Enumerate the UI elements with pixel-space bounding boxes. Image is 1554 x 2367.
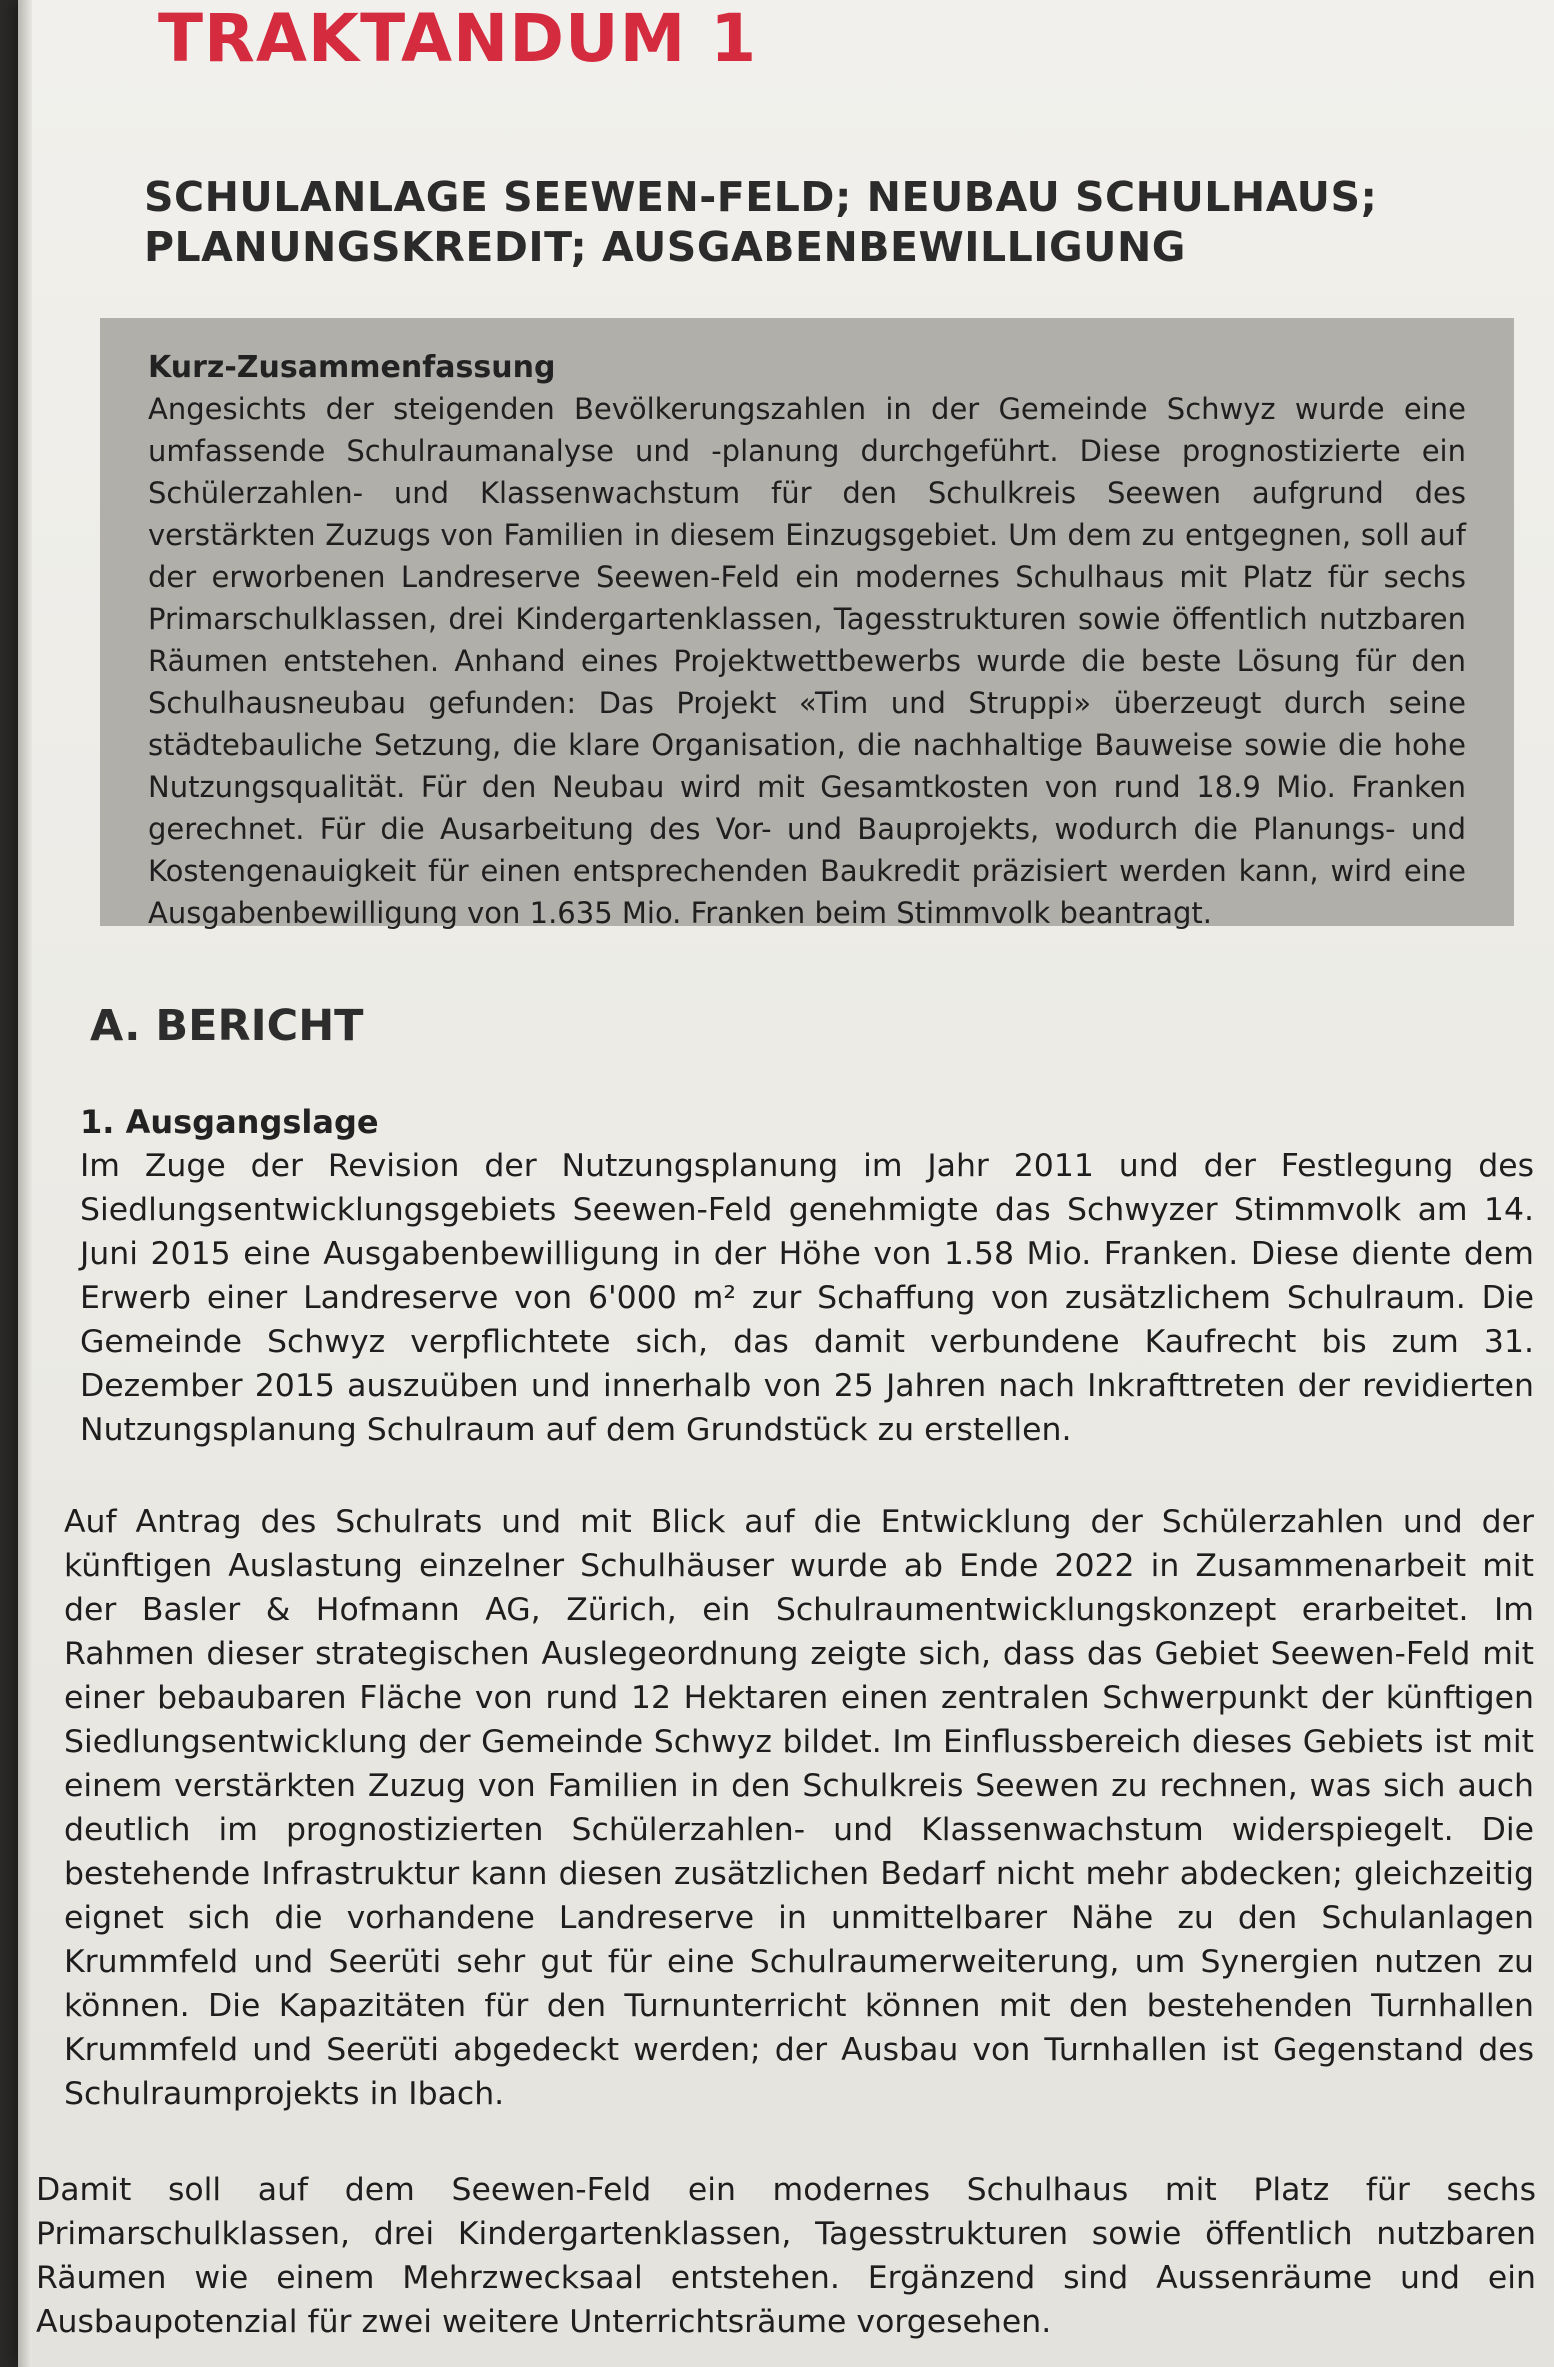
section-label: TRAKTANDUM 1 [158, 0, 758, 77]
body-paragraph: Damit soll auf dem Seewen-Feld ein modernes Schulhaus mit Platz für sechs Primarschulklassen, drei Kindergartenklassen, Tagesstrukturen sowie öffentlich nutzbaren Räumen wie einem Mehrzwecksaal entstehen. Ergänzend sind Aussenräume und ein Ausbaupotenzial für zwei weitere Unterrichtsräume vorgesehen. [36, 2172, 1536, 2340]
page-binding-edge [18, 0, 32, 2367]
document-title [144, 172, 1444, 272]
title-line-2: PLANUNGSKREDIT; AUSGABENBEWILLIGUNG [144, 223, 1186, 271]
title-line-1: SCHULANLAGE SEEWEN-FELD; NEUBAU SCHULHAUS; [144, 173, 1378, 221]
summary-box [100, 318, 1514, 930]
body-paragraph: Im Zuge der Revision der Nutzungsplanung im Jahr 2011 und der Festlegung des Siedlungsentwicklungsgebiets Seewen-Feld genehmigte das Schwyzer Stimmvolk am 14. Juni 2015 eine Ausgabenbewilligung in der Höhe von 1.58 Mio. Franken. Diese diente dem Erwerb einer Landreserve von 6'000 m² zur Schaffung von zusätzlichem Schulraum. Die Gemeinde Schwyz verpflichtete sich, das damit verbundene Kaufrecht bis zum 31. Dezember 2015 auszuüben und innerhalb von 25 Jahren nach Inkrafttreten der revidierten Nutzungsplanung Schulraum auf dem Grundstück zu erstellen. [80, 1148, 1534, 1448]
section-subheading: 1. Ausgangslage [80, 1103, 379, 1141]
summary-text: Angesichts der steigenden Bevölkerungszahlen in der Gemeinde Schwyz wurde eine umfassende Schulraumanalyse und -planung durchgeführt. Diese prognostizierte ein Schülerzahlen- und Klassenwachstum für den Schulkreis Seewen aufgrund des verstärkten Zuzugs von Familien in diesem Einzugsgebiet. Um dem zu entgegnen, soll auf der erworbenen Landreserve Seewen-Feld ein modernes Schulhaus mit Platz für sechs Primarschulklassen, drei Kindergartenklassen, Tagesstrukturen sowie öffentlich nutzbaren Räumen entstehen. Anhand eines Projektwettbewerbs wurde die beste Lösung für den Schulhausneubau gefunden: Das Projekt «Tim und Struppi» überzeugt durch seine städtebauliche Setzung, die klare Organisation, die nachhaltige Bauweise sowie die hohe Nutzungsqualität. Für den Neubau wird mit Gesamtkosten von rund 18.9 Mio. Franken gerechnet. Für die Ausarbeitung des Vor- und Bauprojekts, wodurch die Planungs- und Kostengenauigkeit für einen entsprechenden Baukredit präzisiert werden kann, wird eine Ausgabenbewilligung von 1.635 Mio. Franken beim Stimmvolk beantragt. [148, 392, 1466, 930]
summary-heading: Kurz-Zusammenfassung [148, 350, 556, 385]
report-heading: A. BERICHT [90, 1001, 364, 1051]
body-paragraph: Auf Antrag des Schulrats und mit Blick auf die Entwicklung der Schülerzahlen und der künftigen Auslastung einzelner Schulhäuser wurde ab Ende 2022 in Zusammenarbeit mit der Basler & Hofmann AG, Zürich, ein Schulraumentwicklungskonzept erarbeitet. Im Rahmen dieser strategischen Auslegeordnung zeigte sich, dass das Gebiet Seewen-Feld mit einer bebaubaren Fläche von rund 12 Hektaren einen zentralen Schwerpunkt der künftigen Siedlungsentwicklung der Gemeinde Schwyz bildet. Im Einflussbereich dieses Gebiets ist mit einem verstärkten Zuzug von Familien in den Schulkreis Seewen zu rechnen, was sich auch deutlich im prognostizierten Schülerzahlen- und Klassenwachstum widerspiegelt. Die bestehende Infrastruktur kann diesen zusätzlichen Bedarf nicht mehr abdecken; gleichzeitig eignet sich die vorhandene Landreserve in unmittelbarer Nähe zu den Schulanlagen Krummfeld und Seerüti sehr gut für eine Schulraumerweiterung, um Synergien nutzen zu können. Die Kapazitäten für den Turnunterricht können mit den bestehenden Turnhallen Krummfeld und Seerüti abgedeckt werden; der Ausbau von Turnhallen ist Gegenstand des Schulraumprojekts in Ibach. [64, 1504, 1534, 2112]
document-page [18, 0, 1554, 2367]
